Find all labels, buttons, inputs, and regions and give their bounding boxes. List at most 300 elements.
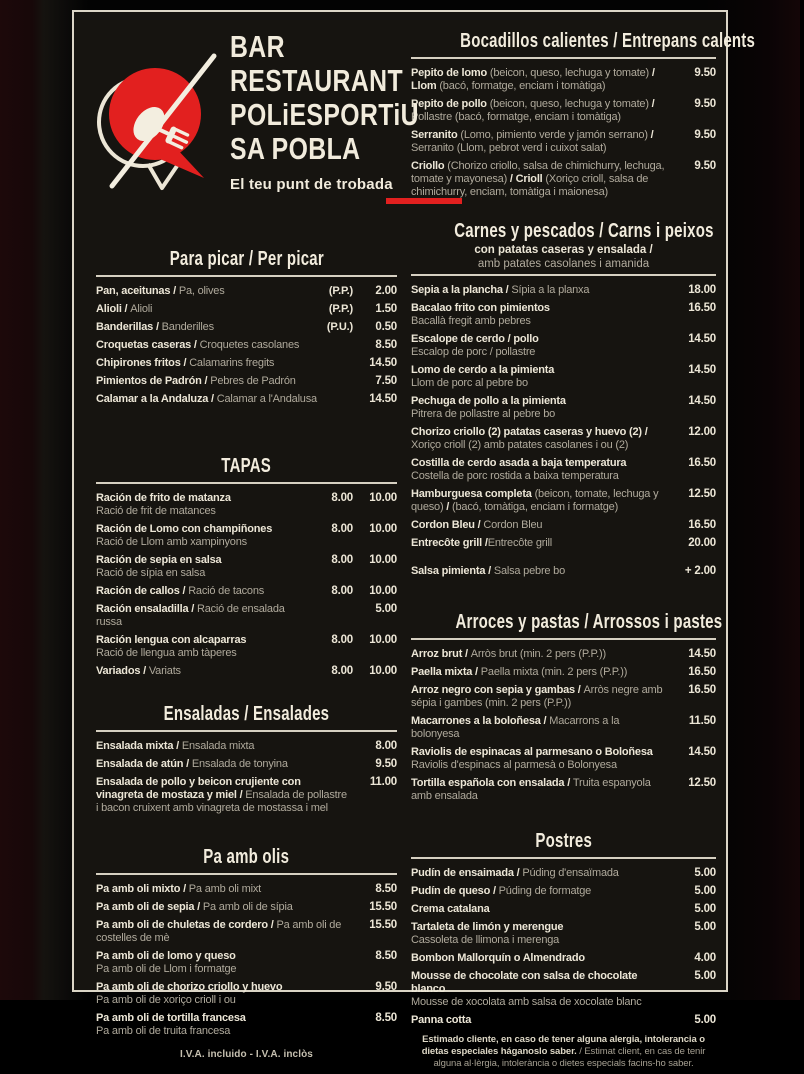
section-title [96, 699, 397, 727]
item-name-primary: Arroz negro con sepia y gambas / [411, 684, 584, 696]
menu-item-name [96, 554, 319, 580]
item-name-translation: Sípia a la planxa [511, 284, 590, 296]
item-name-translation: Serranito (Llom, pebrot verd i cuixot salat) [411, 142, 607, 154]
price-unit-note: (P.P.) [328, 285, 353, 297]
item-name-primary: Ensalada de pollo y beicon crujiente con vinagreta de mostaza y miel / [96, 776, 301, 801]
item-name-translation: Ensalada de tonyina [191, 758, 288, 770]
item-name-primary: Variados / [96, 665, 149, 677]
item-name-primary: Bacalao frito con pimientos [411, 302, 550, 314]
item-name-primary: Ración de callos / [96, 585, 189, 597]
menu-item [96, 981, 397, 1007]
section-divider [96, 275, 397, 277]
item-name-primary: Bombon Mallorquín o Almendrado [411, 952, 585, 964]
menu-item [96, 321, 397, 334]
section-divider [96, 482, 397, 484]
section-divider [411, 857, 716, 859]
allergy-note-ca: / Estimat client, en cas de tenir alguna al·lèrgia, intolerància o dietes especials facins-ho saber. [433, 1046, 706, 1069]
menu-item-name [96, 285, 311, 298]
menu-item-name [411, 160, 672, 199]
menu-item-price: 14.50 [688, 746, 716, 758]
item-name-primary: / Llom [411, 67, 655, 92]
item-name-translation: Llom de porc al pebre bo [411, 377, 528, 389]
menu-item-name [411, 777, 672, 803]
item-name-primary: Ración lengua con alcaparras [96, 634, 247, 646]
right-column [411, 26, 756, 1069]
menu-item [96, 665, 397, 678]
menu-item [411, 715, 716, 741]
item-name-primary: Paella mixta / [411, 666, 481, 678]
menu-item [411, 1014, 716, 1027]
menu-item-name [411, 565, 672, 578]
section-title-text: Pa amb olis [203, 846, 290, 868]
item-name-translation: Ració de sípia en salsa [96, 567, 206, 579]
menu-item-price: 16.50 [688, 457, 716, 469]
menu-item-price: 8.50 [375, 1012, 397, 1024]
item-name-primary: Hamburguesa completa [411, 488, 535, 500]
menu-item-price-large: 10.00 [369, 554, 397, 566]
item-name-translation: Costella de porc rostida a baixa temperatura [411, 470, 619, 482]
left-column [96, 26, 419, 1060]
item-name-translation: Variats [148, 665, 181, 677]
section-title [411, 216, 716, 244]
item-name-primary: Chorizo criollo (2) patatas caseras y huevo (2) / [411, 426, 648, 438]
menu-item [411, 537, 716, 550]
item-name-primary: Ración de Lomo con champiñones [96, 523, 273, 535]
menu-item-price-small: 8.00 [331, 634, 353, 646]
menu-item [96, 339, 397, 352]
menu-item [96, 357, 397, 370]
menu-item-price: 16.50 [688, 302, 716, 314]
item-name-primary: Ensalada de atún / [96, 758, 192, 770]
section-pa-amb-olis [96, 842, 397, 1043]
menu-item [96, 554, 397, 580]
section-divider [411, 274, 716, 276]
menu-item-name [96, 740, 353, 753]
menu-item-price: 14.50 [688, 333, 716, 345]
item-name-primary: Mousse de chocolate con salsa de chocolate blanco [411, 970, 638, 995]
menu-card [72, 10, 756, 1069]
menu-item [411, 98, 716, 124]
section-items [96, 740, 397, 815]
menu-item [96, 285, 397, 298]
item-name-translation: (beicon, tomate, lechuga y queso) [411, 488, 659, 513]
item-name-translation: Púding d'ensaïmada [522, 867, 619, 879]
item-name-translation: (beicon, queso, lechuga y tomate) [489, 98, 649, 110]
menu-item-name [411, 715, 672, 741]
item-name-translation: Púding de formatge [498, 885, 592, 897]
menu-item-price: 9.50 [375, 981, 397, 993]
menu-item-name [96, 303, 311, 316]
menu-item-price: 4.00 [694, 952, 716, 964]
menu-item-price: 12.50 [688, 777, 716, 789]
menu-item-price-large: 10.00 [369, 634, 397, 646]
iva-note: I.V.A. incluido - I.V.A. inclòs [180, 1049, 313, 1060]
menu-item [411, 903, 716, 916]
item-name-primary: Criollo [411, 160, 448, 172]
menu-item-name [96, 776, 353, 815]
menu-item [411, 333, 716, 359]
menu-item [96, 776, 397, 815]
item-name-translation: Mousse de xocolata amb salsa de xocolate blanc [411, 996, 642, 1008]
item-name-translation: Pa amb oli de sípia [202, 901, 293, 913]
menu-item [411, 867, 716, 880]
menu-item-name [411, 395, 672, 421]
brand-title-line: POLiESPORTiU [230, 97, 419, 132]
menu-item-name [96, 758, 353, 771]
menu-item-price: 9.50 [694, 129, 716, 141]
item-name-primary: Pa amb oli de chorizo criollo y huevo [96, 981, 283, 993]
section-arroces-pastas [411, 607, 723, 808]
brand-title-line: RESTAURANT [230, 63, 403, 98]
menu-item [411, 970, 716, 1009]
item-name-translation: Xoriço crioll (2) amb patates casolanes i ou (2) [411, 439, 629, 451]
allergy-note [411, 1032, 716, 1074]
item-name-translation: Pa amb oli mixt [188, 883, 261, 895]
item-name-primary: / [647, 129, 654, 141]
item-name-primary: / [443, 501, 453, 513]
section-items [96, 883, 397, 1038]
menu-item-name [96, 357, 353, 370]
menu-item-name [96, 321, 311, 334]
menu-item [411, 777, 716, 803]
menu-item-price: 5.00 [694, 1014, 716, 1026]
item-name-translation: (Chorizo criollo, salsa de chimichurry, lechuga, tomate y mayonesa) [411, 160, 665, 185]
menu-item-name [411, 537, 672, 550]
menu-item-name [96, 950, 353, 976]
menu-item-price: 8.00 [375, 740, 397, 752]
menu-item-name [96, 665, 319, 678]
menu-item-price: 12.50 [688, 488, 716, 500]
menu-item-name [411, 970, 672, 1009]
item-name-primary: Pepito de pollo [411, 98, 490, 110]
item-name-translation: Pa amb oli de xoriço crioll i ou [96, 994, 236, 1006]
menu-item-name [411, 129, 672, 155]
menu-item-name [411, 1014, 672, 1027]
menu-item-name [411, 746, 672, 772]
menu-item-name [96, 375, 353, 388]
item-name-primary: Arroz brut / [411, 648, 471, 660]
menu-item [411, 67, 716, 93]
item-name-primary: Tartaleta de limón y merengue [411, 921, 564, 933]
menu-item [411, 395, 716, 421]
item-name-primary: Macarrones a la boloñesa / [411, 715, 550, 727]
menu-item [411, 364, 716, 390]
menu-item-price: 5.00 [694, 903, 716, 915]
menu-item-name [411, 903, 672, 916]
menu-item [96, 603, 397, 629]
price-unit-note: (P.U.) [326, 321, 353, 333]
item-name-primary: Sepia a la plancha / [411, 284, 512, 296]
menu-item [411, 129, 716, 155]
section-items [411, 648, 716, 803]
item-name-translation: Cordon Bleu [483, 519, 543, 531]
item-name-translation: Pa amb oli de truita francesa [96, 1025, 231, 1037]
menu-item-price: 16.50 [688, 666, 716, 678]
menu-item-price: 14.50 [688, 364, 716, 376]
section-tapas [96, 451, 397, 683]
item-name-primary: Crema catalana [411, 903, 490, 915]
menu-item-price: 8.50 [375, 883, 397, 895]
item-name-translation: (bacó, formatge, enciam i tomàtiga) [439, 80, 606, 92]
menu-item-price: 9.50 [694, 98, 716, 110]
item-name-translation: Arròs brut (min. 2 pers (P.P.)) [470, 648, 606, 660]
section-title-text: Postres [535, 830, 592, 852]
menu-item-price: 11.50 [688, 715, 716, 727]
section-items [411, 284, 716, 578]
menu-item-price: 16.50 [688, 684, 716, 696]
section-subtitle-es: con patatas caseras y ensalada / [474, 244, 653, 256]
item-name-translation: Ració de tacons [188, 585, 265, 597]
menu-item-price: 9.50 [694, 67, 716, 79]
item-name-primary: Pudín de ensaimada / [411, 867, 523, 879]
item-name-primary: Raviolis de espinacas al parmesano o Boloñesa [411, 746, 653, 758]
brand-tagline: El teu punt de trobada [230, 176, 393, 193]
menu-item [411, 284, 716, 297]
brand-title-line: SA POBLA [230, 131, 361, 166]
menu-item-price: 8.50 [375, 950, 397, 962]
menu-item-price-small: 8.00 [331, 585, 353, 597]
menu-item-price: 5.00 [694, 867, 716, 879]
menu-item-price-large: 10.00 [369, 523, 397, 535]
item-name-translation: (bacó, tomàtiga, enciam i formatge) [452, 501, 619, 513]
brand-header [96, 26, 419, 214]
menu-item-price: 15.50 [369, 919, 397, 931]
item-name-translation: Ració de Llom amb xampinyons [96, 536, 247, 548]
section-subtitle-ca: amb patates casolanes i amanida [477, 257, 650, 270]
item-name-primary: Ración de frito de matanza [96, 492, 231, 504]
menu-item-price: 8.50 [375, 339, 397, 351]
item-name-primary: Banderillas / [96, 321, 162, 333]
menu-item-price-small: 8.00 [331, 523, 353, 535]
item-name-translation: Paella mixta (min. 2 pers (P.P.)) [480, 666, 628, 678]
menu-item [96, 523, 397, 549]
menu-item-price-large: 10.00 [369, 585, 397, 597]
item-name-primary: Ración ensaladilla / [96, 603, 197, 615]
item-name-primary: Pudín de queso / [411, 885, 499, 897]
item-name-translation: Ració de frit de matances [96, 505, 216, 517]
menu-item-price: 2.00 [375, 285, 397, 297]
menu-item-price: 18.00 [688, 284, 716, 296]
menu-item [96, 758, 397, 771]
item-name-primary: Lomo de cerdo a la pimienta [411, 364, 555, 376]
menu-item [96, 1012, 397, 1038]
menu-item-name [411, 457, 672, 483]
menu-item [411, 457, 716, 483]
menu-item [411, 488, 716, 514]
menu-item-name [96, 1012, 353, 1038]
item-name-translation: (Lomo, pimiento verde y jamón serrano) [460, 129, 648, 141]
item-name-translation: Bacallà fregit amb pebres [411, 315, 531, 327]
item-name-translation: Ensalada mixta [181, 740, 255, 752]
menu-item [411, 426, 716, 452]
item-name-translation: Pollastre (bacó, formatge, enciam i tomàtiga) [411, 111, 621, 123]
logo-wrap [96, 26, 224, 214]
item-name-primary: Calamar a la Andaluza / [96, 393, 217, 405]
menu-item-name [96, 919, 353, 945]
section-title [96, 451, 397, 479]
menu-item-price: 5.00 [694, 921, 716, 933]
item-name-primary: Ración de sepia en salsa [96, 554, 222, 566]
menu-item-name [411, 867, 672, 880]
section-title [96, 244, 397, 272]
menu-item-name [96, 492, 319, 518]
menu-item [96, 634, 397, 660]
item-name-translation: Truita espanyola amb ensalada [411, 777, 651, 802]
menu-item-price: 9.50 [375, 758, 397, 770]
item-name-primary: / [648, 98, 655, 110]
section-divider [96, 730, 397, 732]
menu-item-price: 14.50 [369, 357, 397, 369]
menu-item [411, 746, 716, 772]
section-subtitle [411, 244, 716, 271]
menu-item-name [411, 333, 672, 359]
item-name-primary: Serranito [411, 129, 461, 141]
menu-item-name [411, 284, 672, 297]
menu-item-price: 14.50 [688, 395, 716, 407]
menu-item [411, 952, 716, 965]
menu-item-name [96, 981, 353, 1007]
menu-item-name [411, 488, 672, 514]
item-name-primary: Croquetas caseras / [96, 339, 200, 351]
menu-item-price: 20.00 [688, 537, 716, 549]
item-name-primary: Escalope de cerdo / pollo [411, 333, 539, 345]
brand-title-line: BAR [230, 29, 285, 64]
item-name-primary: Tortilla española con ensalada / [411, 777, 573, 789]
item-name-translation: Entrecôte grill [487, 537, 552, 549]
menu-item-price-large: 10.00 [369, 492, 397, 504]
item-name-translation: Banderilles [161, 321, 214, 333]
item-name-primary: Pan, aceitunas / [96, 285, 179, 297]
item-name-primary: Pa amb oli mixto / [96, 883, 189, 895]
menu-item-price-small: 8.00 [331, 554, 353, 566]
price-unit-note: (P.P.) [328, 303, 353, 315]
menu-item [96, 901, 397, 914]
menu-item [411, 565, 716, 578]
item-name-translation: Macarrons a la bolonyesa [411, 715, 620, 740]
menu-item-name [96, 393, 353, 406]
item-name-translation: Salsa pebre bo [493, 565, 566, 577]
item-name-primary: Chipirones fritos / [96, 357, 190, 369]
item-name-translation: Pa amb oli de costelles de mè [96, 919, 342, 944]
menu-item [411, 519, 716, 532]
menu-item-price: 16.50 [688, 519, 716, 531]
item-name-primary: Pa amb oli de sepia / [96, 901, 203, 913]
menu-item [411, 666, 716, 679]
item-name-translation: Croquetes casolanes [199, 339, 300, 351]
menu-item-name [411, 666, 672, 679]
section-carnes-pescados [411, 216, 716, 583]
menu-item-price-large: 5.00 [375, 603, 397, 615]
section-title [411, 826, 716, 854]
menu-item-name [411, 921, 672, 947]
menu-item [96, 393, 397, 406]
menu-item-price-large: 10.00 [369, 665, 397, 677]
menu-item-price: 0.50 [375, 321, 397, 333]
item-name-translation: Pebres de Padrón [210, 375, 296, 387]
menu-item [96, 919, 397, 945]
menu-item-price: 1.50 [375, 303, 397, 315]
item-name-translation: Calamar a l'Andalusa [216, 393, 317, 405]
menu-item-price-small: 8.00 [331, 492, 353, 504]
item-name-translation: Alioli [130, 303, 153, 315]
menu-item-name [96, 883, 353, 896]
item-name-translation: (Xoriço crioll, salsa de chimichurry, enciam, tomàtiga i maionesa) [411, 173, 649, 198]
menu-item-name [411, 885, 672, 898]
menu-item-name [411, 364, 672, 390]
item-name-primary: Salsa pimienta / [411, 565, 494, 577]
item-name-translation: Pitrera de pollastre al pebre bo [411, 408, 556, 420]
item-name-translation: Pa amb oli de Llom i formatge [96, 963, 237, 975]
item-name-translation: Cassoleta de llimona i merenga [411, 934, 560, 946]
item-name-primary: Pa amb oli de lomo y queso [96, 950, 236, 962]
menu-item [96, 585, 397, 598]
section-title-text: Arroces y pastas / Arrossos i pastes [455, 611, 723, 633]
section-items [96, 492, 397, 678]
menu-item-name [411, 684, 672, 710]
menu-item-price: 14.50 [688, 648, 716, 660]
menu-item-name [96, 339, 353, 352]
item-name-translation: Calamarins fregits [189, 357, 275, 369]
menu-item [411, 160, 716, 199]
menu-item-name [96, 901, 353, 914]
item-name-translation: Escalop de porc / pollastre [411, 346, 536, 358]
item-name-primary: Pimientos de Padrón / [96, 375, 211, 387]
item-name-primary: Alioli / [96, 303, 131, 315]
item-name-translation: Ració de ensalada russa [96, 603, 285, 628]
menu-item [96, 883, 397, 896]
item-name-primary: Cordon Bleu / [411, 519, 484, 531]
menu-item [411, 302, 716, 328]
menu-item [411, 684, 716, 710]
section-title-text: Bocadillos calientes / Entrepans calents [460, 30, 756, 52]
item-name-primary: Pa amb oli de chuletas de cordero / [96, 919, 277, 931]
menu-item-price: + 2.00 [684, 565, 716, 577]
menu-item-name [96, 523, 319, 549]
section-title-text: TAPAS [221, 455, 272, 477]
allergy-note-es: Estimado cliente, en caso de tener alguna alergia, intolerancia o dietas especiales háganoslo saber. [421, 1034, 705, 1057]
menu-item-name [96, 585, 319, 598]
menu-item-name [411, 302, 672, 328]
section-bocadillos-calientes [411, 26, 756, 204]
menu-item [411, 921, 716, 947]
menu-item [411, 648, 716, 661]
menu-item-price: 15.50 [369, 901, 397, 913]
item-name-primary: / Crioll [507, 173, 546, 185]
menu-item-name [411, 952, 672, 965]
item-name-translation: Ensalada de pollastre i bacon cruixent amb vinagreta de mostassa i mel [96, 789, 347, 814]
menu-item-name [411, 426, 672, 452]
item-name-primary: Pepito de lomo [411, 67, 490, 79]
section-items [96, 285, 397, 406]
section-ensaladas [96, 699, 397, 820]
item-name-translation: Arròs negre amb sépia i gambes (min. 2 pers (P.P.)) [411, 684, 663, 709]
section-title [411, 607, 723, 635]
section-title [411, 26, 756, 54]
item-name-primary: Pechuga de pollo a la pimienta [411, 395, 566, 407]
menu-item [96, 375, 397, 388]
restaurant-logo-icon [92, 38, 222, 206]
item-name-primary: Entrecôte grill / [411, 537, 488, 549]
menu-item-name [411, 648, 672, 661]
section-divider [411, 57, 716, 59]
section-title-text: Ensaladas / Ensalades [163, 703, 330, 725]
menu-item-price: 14.50 [369, 393, 397, 405]
menu-item-price: 7.50 [375, 375, 397, 387]
section-divider [96, 873, 397, 875]
menu-item-price-small: 8.00 [331, 665, 353, 677]
menu-item [96, 950, 397, 976]
menu-item-price: 5.00 [694, 970, 716, 982]
